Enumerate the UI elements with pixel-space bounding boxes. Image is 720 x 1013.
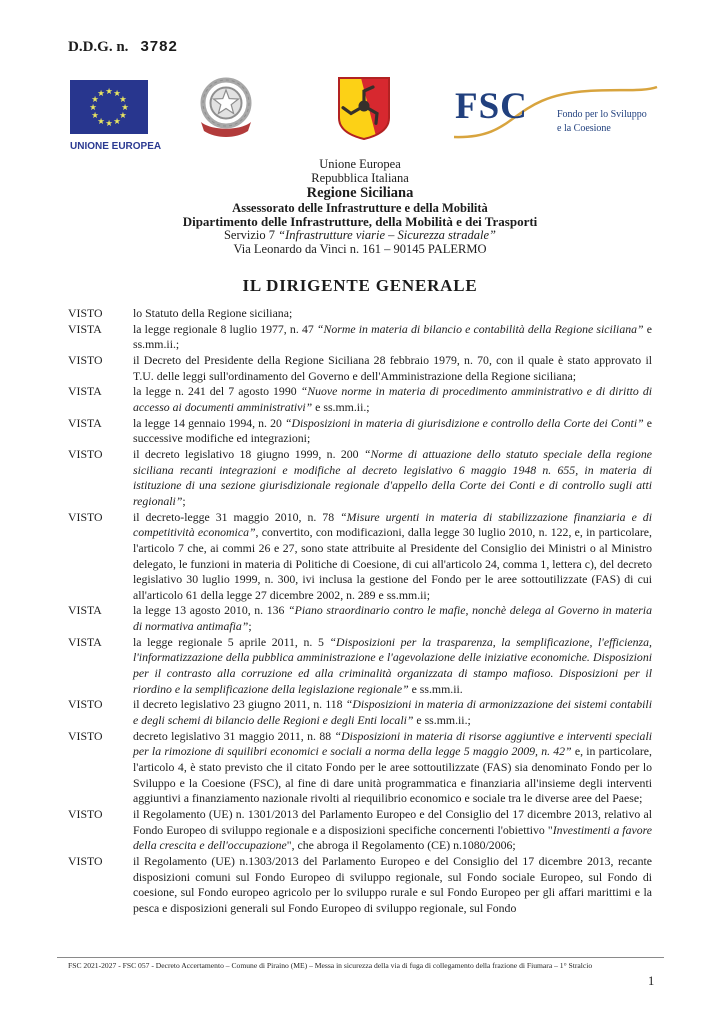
visto-item: [68, 807, 652, 854]
svg-text:★: ★: [113, 89, 121, 100]
visto-item: [68, 353, 652, 384]
eu-flag-logo: [70, 80, 162, 152]
svg-text:★: ★: [105, 87, 113, 97]
visto-text: il decreto-legge 31 maggio 2010, n. 78 “Misure urgenti in materia di stabilizzazione finanziaria e di competitività economica”, convertito, con modificazioni, dalla legge 30 luglio 2010, n. 122, e, in particolare, l'articolo 7 che, ai commi 26 e 27, sono state attribuite al Presidente del Consiglio dei Ministri o al Ministro delegato, le funzioni in materia di Politiche di Coesione, di cui all'articolo 24, comma 1, lettera c), del decreto legislativo 30 luglio 1999, n. 300, ivi inclusa la gestione del Fondo per le aree sottoutilizzate (FAS) di cui all'articolo 61 della legge 27 dicembre 2002, n. 289 e ss.mm.ii;: [133, 509, 652, 602]
visto-label: VISTO: [68, 728, 103, 743]
decree-number-value: 3782: [140, 38, 178, 55]
eu-flag-caption: UNIONE EUROPEA: [70, 141, 162, 152]
visto-text: il decreto legislativo 18 giugno 1999, n. 200 “Norme di attuazione dello statuto speciale della regione siciliana recanti integrazioni e modifiche al decreto legislativo 6 maggio 1948 n. 655, in materia di istituzione di una sezione giurisdizionale regionale d'appello della Corte dei Conti e di controllo sugli atti regionali”;: [133, 446, 652, 508]
visto-label: VISTO: [68, 352, 103, 367]
visto-text: la legge 13 agosto 2010, n. 136 “Piano straordinario contro le mafie, nonchè delega al Governo in materia di normativa antimafia”;: [133, 603, 652, 634]
servizio-prefix: Servizio 7: [223, 227, 279, 242]
decree-number: [68, 38, 178, 56]
servizio-quote: “Infrastrutture viarie – Sicurezza stradale”: [278, 227, 496, 242]
visto-item: [68, 729, 652, 807]
page-number: 1: [648, 974, 655, 988]
visto-label: VISTO: [68, 807, 103, 821]
sicily-trinacria-icon: [337, 76, 391, 142]
visto-text: il decreto legislativo 23 giugno 2011, n. 118 “Disposizioni in materia di armonizzazione dei sistemi contabili e degli schemi di bilancio delle Regioni e degli Enti locali” e ss.mm.ii.;: [133, 697, 652, 728]
fsc-caption: [557, 108, 647, 135]
svg-text:★: ★: [91, 111, 99, 121]
visto-label: VISTA: [68, 321, 102, 336]
visto-item: [68, 447, 652, 510]
visto-item: [68, 510, 652, 604]
svg-text:★: ★: [89, 103, 97, 113]
svg-text:★: ★: [121, 103, 129, 113]
visto-label: VISTA: [68, 415, 102, 430]
org-line-dipartimento: Dipartimento delle Infrastrutture, della Mobilità e dei Trasporti: [182, 213, 538, 229]
visto-label: VISTA: [68, 384, 102, 399]
footer-text: FSC 2021-2027 - FSC 057 - Decreto Accertamento – Comune di Piraino (ME) – Messa in sicurezza della via di fuga di collegamento della frazione di Fiumara – 1° Stralcio: [68, 961, 593, 970]
italy-emblem-icon: [194, 73, 258, 143]
visto-item: [68, 322, 652, 353]
sicily-coat-of-arms-logo: [337, 76, 391, 147]
org-line-address: Via Leonardo da Vinci n. 161 – 90145 PALERMO: [233, 241, 487, 256]
org-header: [0, 158, 720, 256]
fsc-caption-line1: Fondo per lo Sviluppo: [557, 109, 647, 120]
visto-label: VISTO: [68, 509, 103, 524]
visto-item: [68, 603, 652, 634]
fsc-acronym: FSC: [455, 86, 528, 127]
visto-label: VISTO: [68, 697, 103, 712]
visto-item: [68, 384, 652, 415]
visto-text: la legge regionale 5 aprile 2011, n. 5 “Disposizioni per la trasparenza, la semplificazione, l'efficienza, l'informatizzazione della pubblica amministrazione e l'agevolazione delle iniziative economiche. Disposizioni per il contrasto alla corruzione ed alla criminalità organizzata di stampo mafioso. Disposizioni per il riordino e la semplificazione della legislazione regionale” e ss.mm.ii.: [133, 634, 652, 696]
visto-text: la legge 14 gennaio 1994, n. 20 “Disposizioni in materia di giurisdizione e controllo della Corte dei Conti” e successive modifiche ed integrazioni;: [133, 415, 652, 446]
visto-list: [68, 306, 652, 917]
svg-text:★: ★: [119, 111, 127, 121]
svg-text:★: ★: [97, 116, 105, 127]
visto-label: VISTA: [68, 603, 102, 618]
visto-text: il Regolamento (UE) n. 1301/2013 del Parlamento Europeo e del Consiglio del 17 dicembre 2013, relativo al Fondo Europeo di sviluppo regionale e a disposizioni specifiche concernenti l'obiettivo "Investimenti a favore della crescita e dell'occupazione", che abroga il Regolamento (CE) n.1080/2006;: [133, 807, 653, 853]
visto-item: [68, 635, 652, 698]
visto-label: VISTO: [68, 446, 103, 461]
visto-item: [68, 416, 652, 447]
svg-text:★: ★: [97, 89, 105, 100]
fsc-caption-line2: e la Coesione: [557, 122, 611, 134]
visto-text: la legge n. 241 del 7 agosto 1990 “Nuove norme in materia di procedimento amministrativo e di diritto di accesso ai documenti amministrativi” e ss.mm.ii.;: [133, 384, 652, 414]
visto-label: VISTO: [68, 306, 103, 320]
visto-item: [68, 306, 652, 322]
fsc-logo: [450, 84, 662, 142]
svg-text:★: ★: [105, 119, 113, 129]
document-title: IL DIRIGENTE GENERALE: [242, 276, 478, 295]
svg-text:★: ★: [91, 95, 99, 105]
org-line-union: Unione Europea: [319, 157, 401, 171]
org-line-republic: Repubblica Italiana: [311, 170, 409, 185]
visto-text: lo Statuto della Regione siciliana;: [133, 306, 293, 320]
visto-label: VISTA: [68, 634, 102, 649]
org-line-servizio: [0, 229, 720, 243]
footer-divider: [57, 957, 664, 958]
visto-text: il Decreto del Presidente della Regione Siciliana 28 febbraio 1979, n. 70, con il quale è stato approvato il T.U. delle leggi sull'ordinamento del Governo e dell'Amministrazione della Regione siciliana;: [133, 352, 652, 383]
visto-text: decreto legislativo 31 maggio 2011, n. 88 “Disposizioni in materia di risorse aggiuntive e interventi speciali per la rimozione di squilibri economici e sociali a norma della legge 5 maggio 2009, n. 42” e, in particolare, l'articolo 4, è stato previsto che il citato Fondo per le aree sottoutilizzate (FAS) sia denominato Fondo per lo Sviluppo e la Coesione (FSC), al fine di dare unità programmatica e finanziaria all'insieme degli interventi aggiuntivi a finanziamento nazionale rivolti al riequilibrio economico e sociale tra le diverse aree del Paese;: [133, 728, 652, 806]
eu-flag-icon: [70, 80, 148, 134]
visto-text: il Regolamento (UE) n.1303/2013 del Parlamento Europeo e del Consiglio del 17 dicembre 2013, recante disposizioni comuni sul Fondo Europeo di sviluppo regionale, sul Fondo sociale Europeo, sul Fondo di coesione, sul Fondo europeo agricolo per lo sviluppo rurale e sul Fondo Europeo per gli affari marittimi e la pesca e disposizioni generali sul Fondo Europeo di sviluppo regionale, sul Fondo: [133, 853, 652, 915]
org-line-assessorato: Assessorato delle Infrastrutture e della Mobilità: [232, 200, 488, 215]
visto-text: la legge regionale 8 luglio 1977, n. 47 “Norme in materia di bilancio e contabilità della Regione siciliana” e ss.mm.ii.;: [133, 321, 652, 352]
svg-text:★: ★: [113, 116, 121, 127]
org-line-region: Regione Siciliana: [306, 184, 414, 201]
decree-number-label: D.D.G. n.: [68, 39, 129, 55]
svg-text:★: ★: [119, 95, 127, 105]
visto-item: [68, 854, 652, 917]
visto-label: VISTO: [68, 853, 103, 868]
italy-emblem-logo: [194, 73, 258, 148]
visto-item: [68, 697, 652, 728]
